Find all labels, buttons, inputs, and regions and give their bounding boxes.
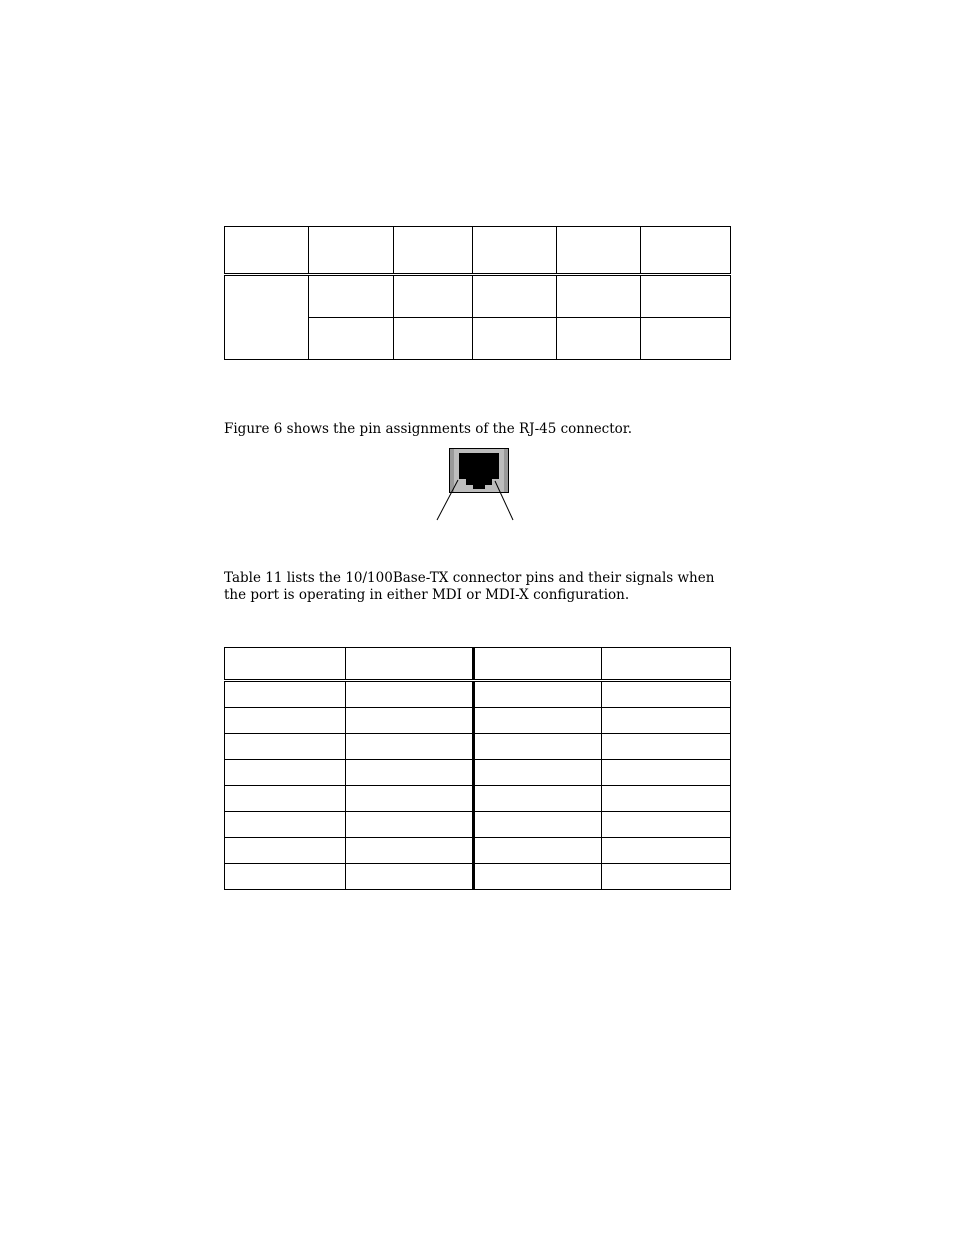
table-cell: [474, 760, 602, 786]
table-cell: [225, 786, 346, 812]
table-cell: [602, 812, 731, 838]
table-cell: [474, 864, 602, 890]
table-cell: [474, 812, 602, 838]
table-cell: [346, 681, 474, 708]
table-row: [225, 786, 731, 812]
table-row: [225, 864, 731, 890]
table-row: [225, 760, 731, 786]
table-cell: [309, 275, 394, 318]
table-cell: [225, 734, 346, 760]
table-cell: [394, 275, 473, 318]
table-cell: [474, 681, 602, 708]
table-cell: [602, 838, 731, 864]
table-cell: [474, 708, 602, 734]
table-cell: [346, 864, 474, 890]
table-cell: [346, 648, 474, 681]
table-cell: [225, 708, 346, 734]
table-cell: [602, 786, 731, 812]
table-cell: [225, 648, 346, 681]
table-cell: [225, 760, 346, 786]
table-cell: [602, 760, 731, 786]
table-row: [225, 812, 731, 838]
table-cell: [346, 838, 474, 864]
table-cell: [557, 318, 641, 360]
pinout-table: [224, 647, 731, 890]
table-cell: [641, 227, 731, 275]
table-cell: [557, 227, 641, 275]
table-row: [225, 681, 731, 708]
table-cell: [473, 275, 557, 318]
table-cell: [474, 786, 602, 812]
table-cell: [225, 864, 346, 890]
table-cell: [602, 864, 731, 890]
table-cell: [602, 734, 731, 760]
table-cell: [309, 318, 394, 360]
table-cell: [225, 838, 346, 864]
table-cell: [474, 648, 602, 681]
table-cell: [225, 275, 309, 360]
table-cell: [346, 786, 474, 812]
table-cell: [225, 812, 346, 838]
table-cell: [225, 227, 309, 275]
table-cell: [346, 734, 474, 760]
table-cell: [474, 734, 602, 760]
table-cell: [225, 681, 346, 708]
table-cell: [602, 708, 731, 734]
table-cell: [473, 227, 557, 275]
table-row: [225, 838, 731, 864]
table-cell: [557, 275, 641, 318]
table-cell: [602, 681, 731, 708]
table-cell: [474, 838, 602, 864]
table-cell: [641, 275, 731, 318]
table-cell: [473, 318, 557, 360]
table-header-row: [225, 648, 731, 681]
table-row: [225, 275, 731, 318]
table-cell: [641, 318, 731, 360]
table-cell: [346, 708, 474, 734]
table-header-row: [225, 227, 731, 275]
table-cell: [394, 318, 473, 360]
table-row: [225, 708, 731, 734]
table-cell: [346, 760, 474, 786]
table-cell: [309, 227, 394, 275]
table-cell: [346, 812, 474, 838]
intro-paragraph: Figure 6 shows the pin assignments of the RJ-45 connector.: [224, 421, 633, 437]
specification-table: [224, 226, 731, 360]
table-cell: [394, 227, 473, 275]
table-cell: [602, 648, 731, 681]
table-row: [225, 734, 731, 760]
table11-paragraph: Table 11 lists the 10/100Base-TX connector pins and their signals when the port is operating in either MDI or MDI-X configuration.: [224, 570, 715, 603]
rj45-connector-icon: [430, 445, 520, 523]
